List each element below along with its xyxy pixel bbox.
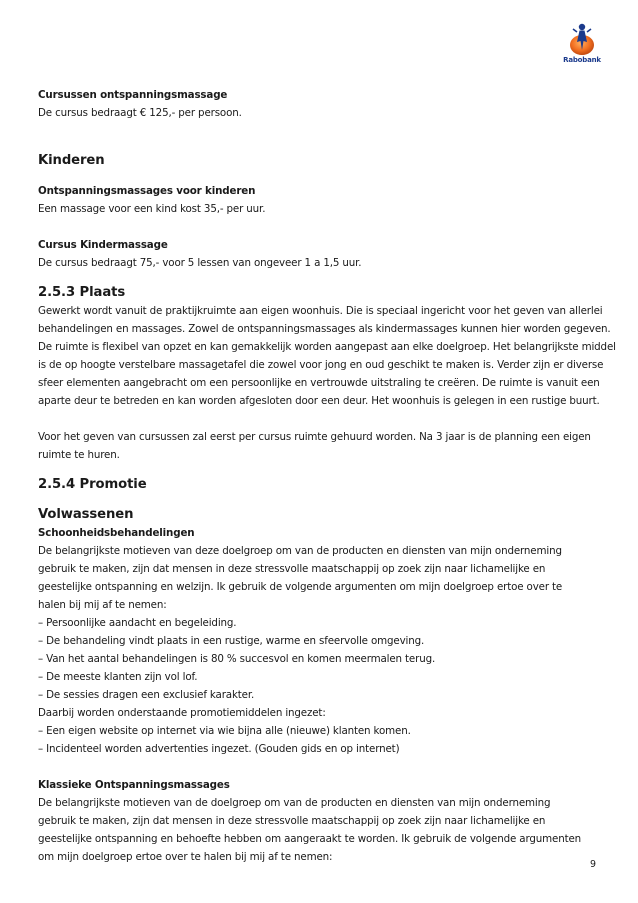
- spacer: [38, 140, 608, 152]
- section-heading: Volwassenen: [38, 507, 134, 522]
- spacer: [38, 272, 608, 284]
- text-line: Een massage voor een kind kost 35,- per uur.: [38, 203, 266, 215]
- text-line: – De meeste klanten zijn vol lof.: [38, 671, 198, 683]
- text-line: ruimte te huren.: [38, 449, 120, 461]
- rabobank-logo: [556, 20, 608, 66]
- text-line: Daarbij worden onderstaande promotiemiddelen ingezet:: [38, 707, 326, 719]
- text-line: halen bij mij af te nemen:: [38, 599, 167, 611]
- section-heading: 2.5.4 Promotie: [38, 477, 147, 492]
- subheading: Cursus Kindermassage: [38, 239, 168, 251]
- section-heading: 2.5.3 Plaats: [38, 285, 126, 300]
- spacer: [38, 758, 608, 776]
- spacer: [38, 170, 608, 182]
- text-line: gebruik te maken, zijn dat mensen in deze stressvolle maatschappij op zoek zijn naar lichamelijke en: [38, 815, 546, 827]
- page-number: 9: [590, 859, 597, 870]
- text-line: – Een eigen website op internet via wie bijna alle (nieuwe) klanten komen.: [38, 725, 411, 737]
- text-line: De cursus bedraagt 75,- voor 5 lessen van ongeveer 1 a 1,5 uur.: [38, 257, 362, 269]
- text-line: – De sessies dragen een exclusief karakter.: [38, 689, 255, 701]
- rabobank-logo-icon: [556, 20, 608, 56]
- logo-wordmark: Rabobank: [563, 56, 601, 64]
- text-line: – Incidenteel worden advertenties ingezet. (Gouden gids en op internet): [38, 743, 400, 755]
- spacer: [38, 494, 608, 506]
- spacer: [38, 218, 608, 236]
- text-line: behandelingen en massages. Zowel de ontspanningsmassages als kindermassages kunnen hier worden gegeven.: [38, 323, 611, 335]
- text-line: – Van het aantal behandelingen is 80 % succesvol en komen meermalen terug.: [38, 653, 436, 665]
- subheading: Schoonheidsbehandelingen: [38, 527, 195, 539]
- spacer: [38, 464, 608, 476]
- text-line: De belangrijkste motieven van de doelgroep om van de producten en diensten van mijn onderneming: [38, 797, 551, 809]
- text-line: Gewerkt wordt vanuit de praktijkruimte aan eigen woonhuis. Die is speciaal ingericht voor het geven van allerlei: [38, 305, 603, 317]
- text-line: – De behandeling vindt plaats in een rustige, warme en sfeervolle omgeving.: [38, 635, 425, 647]
- text-line: Voor het geven van cursussen zal eerst per cursus ruimte gehuurd worden. Na 3 jaar is de planning een eigen: [38, 431, 591, 443]
- text-line: – Persoonlijke aandacht en begeleiding.: [38, 617, 237, 629]
- text-line: De belangrijkste motieven van deze doelgroep om van de producten en diensten van mijn onderneming: [38, 545, 562, 557]
- document-body: [38, 86, 616, 866]
- spacer: [38, 122, 608, 140]
- text-line: gebruik te maken, zijn dat mensen in deze stressvolle maatschappij op zoek zijn naar lichamelijke en: [38, 563, 546, 575]
- subheading: Cursussen ontspanningsmassage: [38, 89, 228, 101]
- subheading: Klassieke Ontspanningsmassages: [38, 779, 230, 791]
- text-line: aparte deur te betreden en kan worden afgesloten door een deur. Het woonhuis is gelegen in een rustige buurt.: [38, 395, 600, 407]
- text-line: sfeer elementen aangebracht om een persoonlijke en vertrouwde uitstraling te creëren. De ruimte is vanuit een: [38, 377, 600, 389]
- spacer: [38, 410, 608, 428]
- section-heading: Kinderen: [38, 153, 105, 168]
- text-line: De ruimte is flexibel van opzet en kan gemakkelijk worden aangepast aan elke doelgroep. Het belangrijkste middel: [38, 341, 616, 353]
- text-line: De cursus bedraagt € 125,- per persoon.: [38, 107, 242, 119]
- text-line: om mijn doelgroep ertoe over te halen bij mij af te nemen:: [38, 851, 333, 863]
- text-line: geestelijke ontspanning en welzijn. Ik gebruik de volgende argumenten om mijn doelgroep ertoe over te: [38, 581, 563, 593]
- text-line: geestelijke ontspanning en behoefte hebben om aangeraakt te worden. Ik gebruik de volgende argumenten: [38, 833, 582, 845]
- text-line: is de op hoogte verstelbare massagetafel die zowel voor jong en oud geschikt te maken is. Verder zijn er diverse: [38, 359, 604, 371]
- subheading: Ontspanningsmassages voor kinderen: [38, 185, 256, 197]
